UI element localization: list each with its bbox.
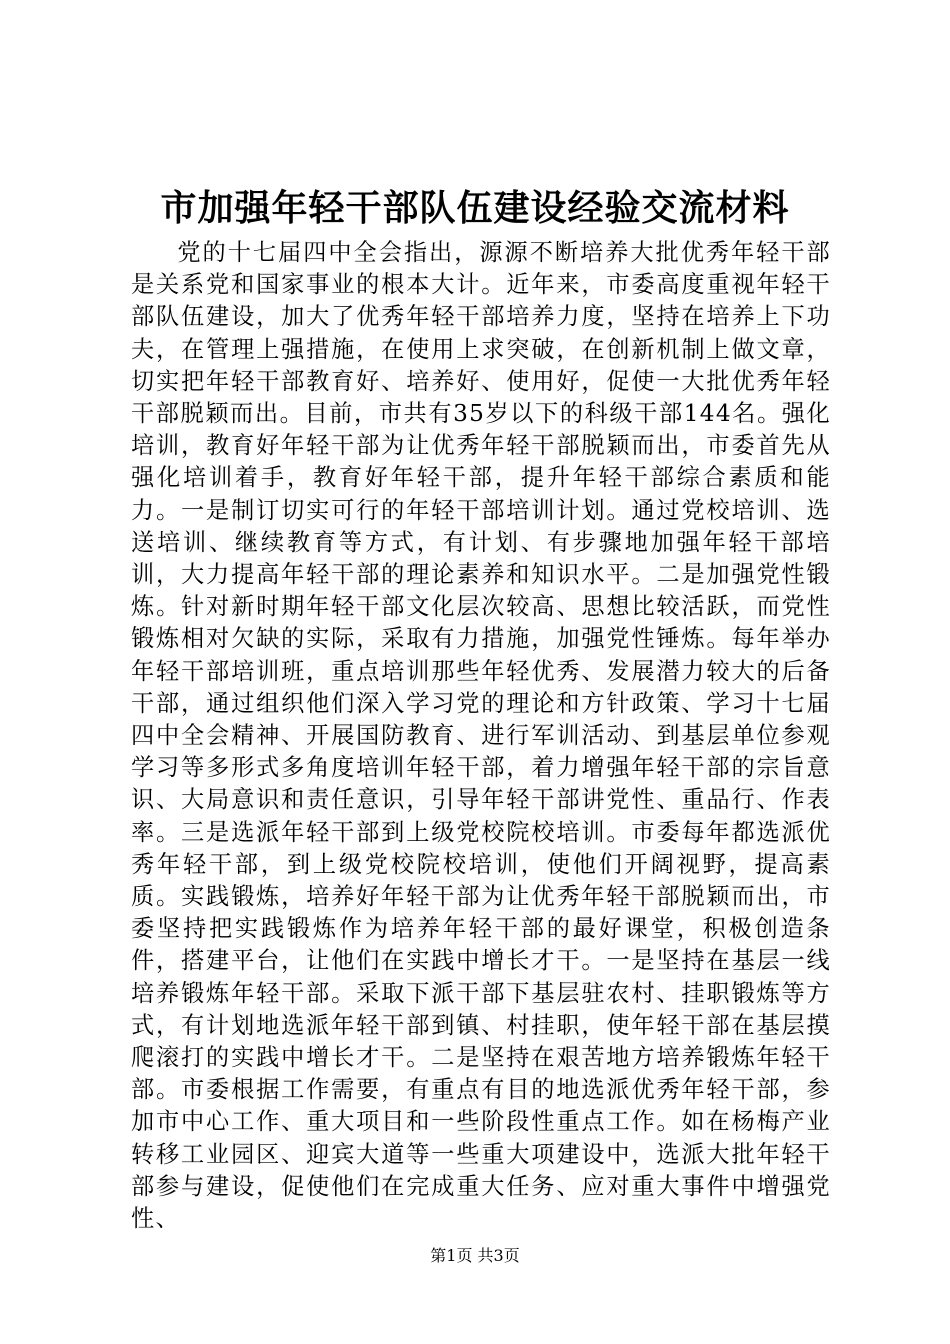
- document-title: 市加强年轻干部队伍建设经验交流材料: [160, 187, 790, 229]
- body-paragraph: 党的十七届四中全会指出，源源不断培养大批优秀年轻干部是关系党和国家事业的根本大计。近年来，市委高度重视年轻干部队伍建设，加大了优秀年轻干部培养力度，坚持在培养上下功夫，在管理上强措施，在使用上求突破，在创新机制上做文章，切实把年轻干部教育好、培养好、使用好，促使一大批优秀年轻干部脱颖而出。目前，市共有35岁以下的科级干部144名。强化培训，教育好年轻干部为让优秀年轻干部脱颖而出，市委首先从强化培训着手，教育好年轻干部，提升年轻干部综合素质和能力。一是制订切实可行的年轻干部培训计划。通过党校培训、选送培训、继续教育等方式，有计划、有步骤地加强年轻干部培训，大力提高年轻干部的理论素养和知识水平。二是加强党性锻炼。针对新时期年轻干部文化层次较高、思想比较活跃，而党性锻炼相对欠缺的实际，采取有力措施，加强党性锤炼。每年举办年轻干部培训班，重点培训那些年轻优秀、发展潜力较大的后备干部，通过组织他们深入学习党的理论和方针政策、学习十七届四中全会精神、开展国防教育、进行军训活动、到基层单位参观学习等多形式多角度培训年轻干部，着力增强年轻干部的宗旨意识、大局意识和责任意识，引导年轻干部讲党性、重品行、作表率。三是选派年轻干部到上级党校院校培训。市委每年都选派优秀年轻干部，到上级党校院校培训，使他们开阔视野，提高素质。实践锻炼，培养好年轻干部为让优秀年轻干部脱颖而出，市委坚持把实践锻炼作为培养年轻干部的最好课堂，积极创造条件，搭建平台，让他们在实践中增长才干。一是坚持在基层一线培养锻炼年轻干部。采取下派干部下基层驻农村、挂职锻炼等方式，有计划地选派年轻干部到镇、村挂职，使年轻干部在基层摸爬滚打的实践中增长才干。二是坚持在艰苦地方培养锻炼年轻干部。市委根据工作需要，有重点有目的地选派优秀年轻干部，参加市中心工作、重大项目和一些阶段性重点工作。如在杨梅产业转移工业园区、迎宾大道等一些重大项建设中，选派大批年轻干部参与建设，促使他们在完成重大任务、应对重大事件中增强党性、: [131, 239, 831, 1233]
- page-number-footer: 第1页 共3页: [430, 1246, 520, 1265]
